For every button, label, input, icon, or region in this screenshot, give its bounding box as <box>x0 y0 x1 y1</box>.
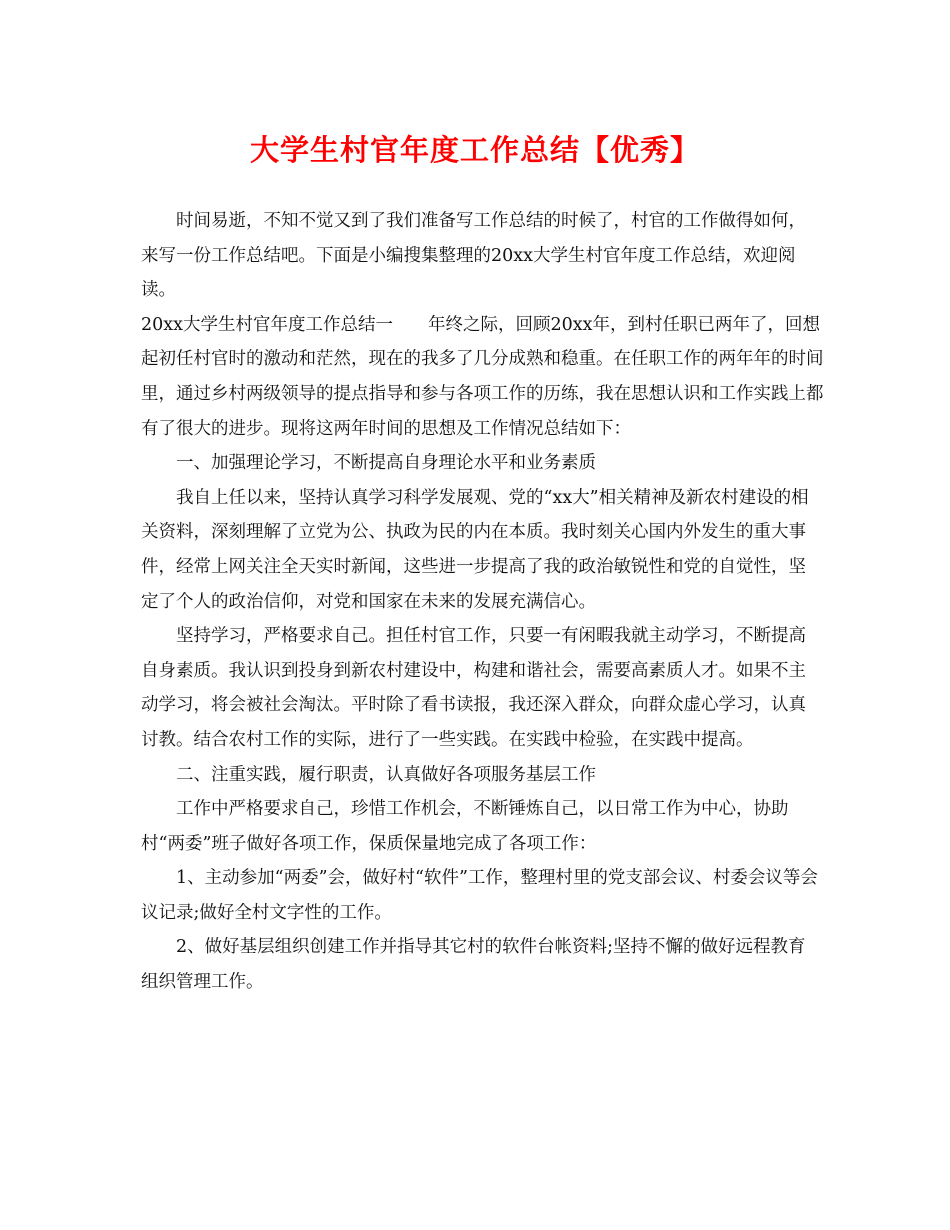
paragraph-work: 工作中严格要求自己，珍惜工作机会，不断锤炼自己，以日常工作为中心，协助村“两委”班子做好各项工作，保质保量地完成了各项工作： <box>141 799 789 854</box>
document-body <box>141 204 824 1000</box>
paragraph-summary-one: 20xx大学生村官年度工作总结一 年终之际，回顾20xx年，到村任职已两年了，回想起初任村官时的激动和茫然，现在的我多了几分成熟和稳重。在任职工作的两年年的时间里，通过乡村两级领导的提点指导和参与各项工作的历练，我在思想认识和工作实践上都有了很大的进步。现将这两年时间的思想及工作情况总结如下： <box>141 314 824 439</box>
paragraph-study: 我自上任以来，坚持认真学习科学发展观、党的“xx大”相关精神及新农村建设的相关资料，深刻理解了立党为公、执政为民的内在本质。我时刻关心国内外发生的重大事件，经常上网关注全天实时新闻，这些进一步提高了我的政治敏锐性和党的自觉性，坚定了个人的政治信仰，对党和国家在未来的发展充满信心。 <box>141 487 809 612</box>
list-item-two: 2、做好基层组织创建工作并指导其它村的软件台帐资料;坚持不懈的做好远程教育组织管理工作。 <box>141 937 806 993</box>
paragraph-self-discipline: 坚持学习，严格要求自己。担任村官工作，只要一有闲暇我就主动学习，不断提高自身素质。我认识到投身到新农村建设中，构建和谐社会，需要高素质人才。如果不主动学习，将会被社会淘汰。平时除了看书读报，我还深入群众，向群众虚心学习，认真讨教。结合农村工作的实际，进行了一些实践。在实践中检验，在实践中提高。 <box>141 626 806 750</box>
section-heading-two: 二、注重实践，履行职责，认真做好各项服务基层工作 <box>176 764 596 785</box>
list-item-one: 1、主动参加“两委”会，做好村“软件”工作，整理村里的党支部会议、村委会议等会议记录;做好全村文字性的工作。 <box>141 868 818 923</box>
section-heading-one: 一、加强理论学习，不断提高自身理论水平和业务素质 <box>176 453 596 474</box>
paragraph-intro: 时间易逝，不知不觉又到了我们准备写工作总结的时候了，村官的工作做得如何，来写一份工作总结吧。下面是小编搜集整理的20xx大学生村官年度工作总结，欢迎阅读。 <box>141 211 806 301</box>
document-title: 大学生村官年度工作总结【优秀】 <box>249 133 700 167</box>
